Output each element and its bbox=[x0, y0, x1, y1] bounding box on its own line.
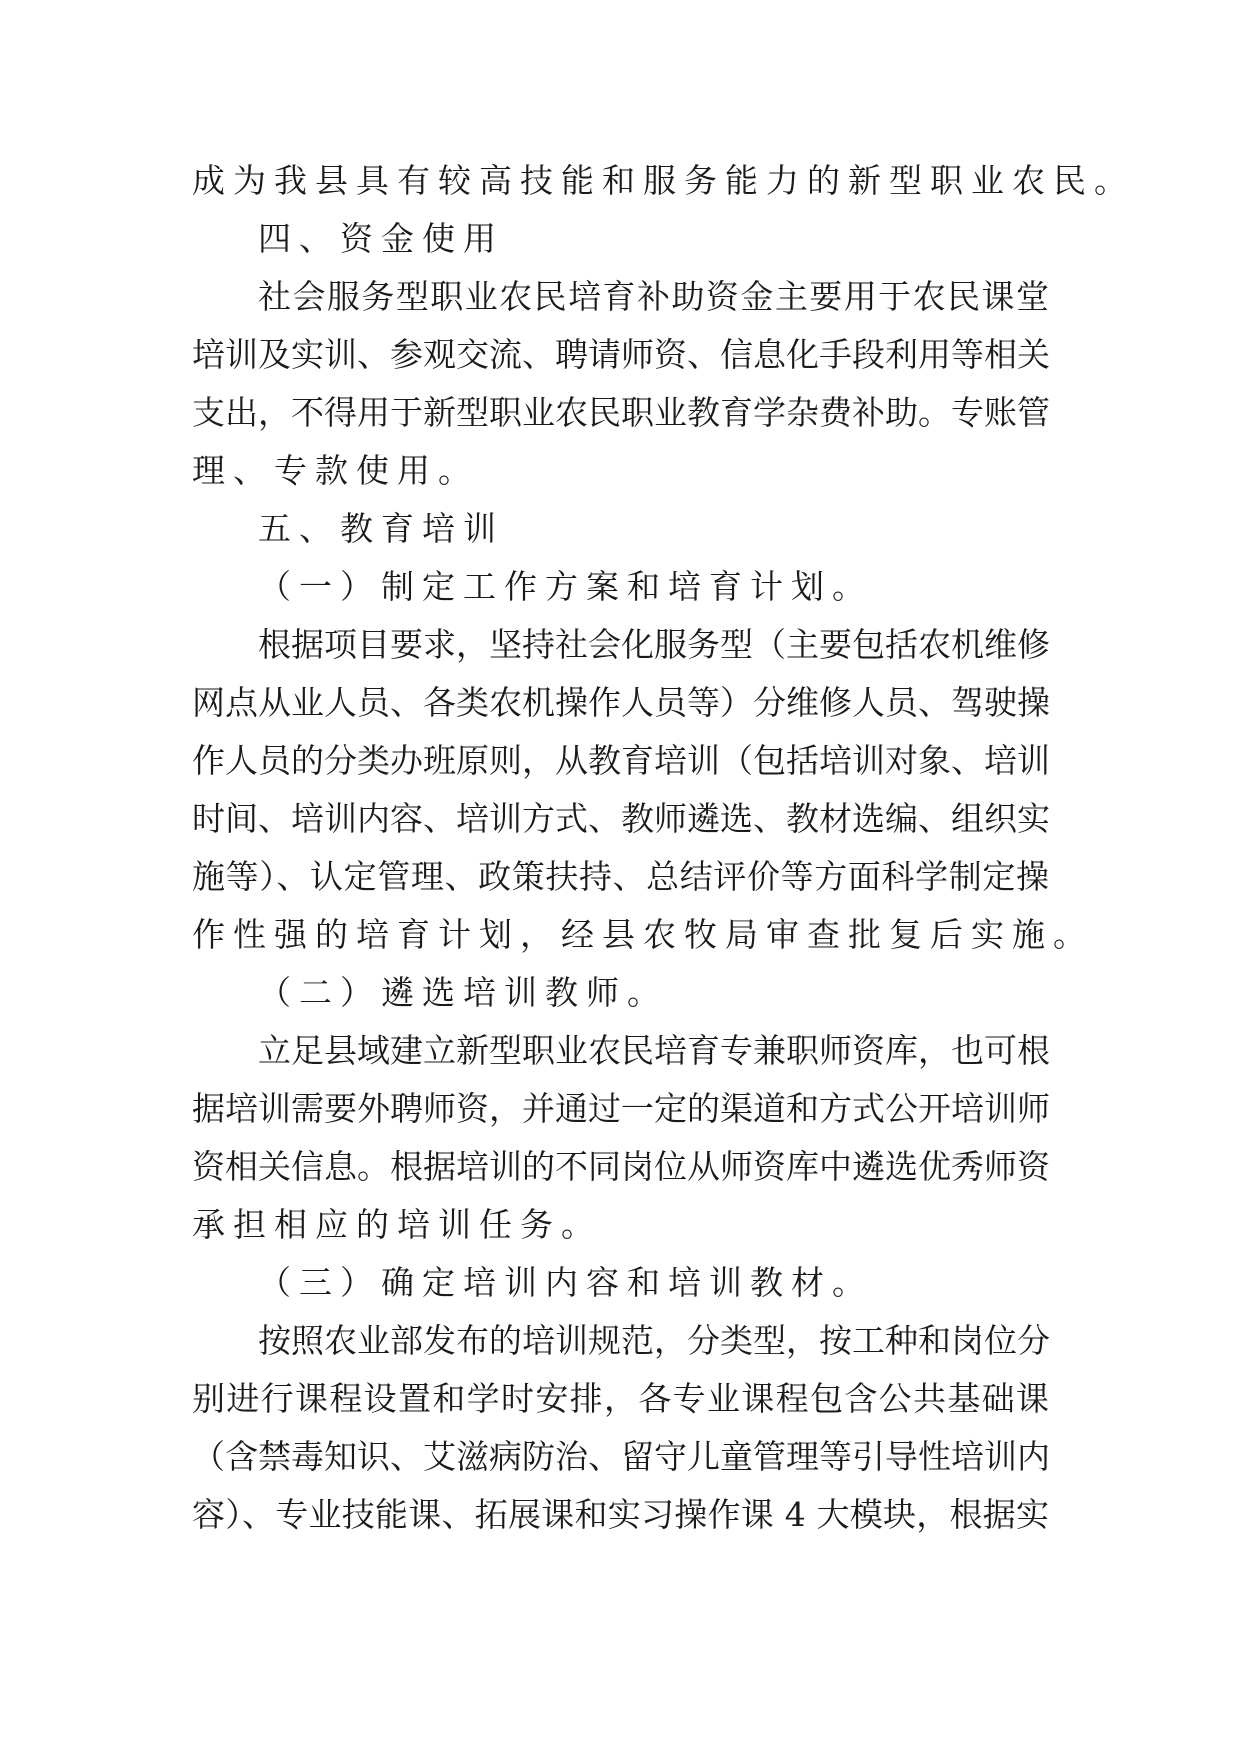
text-line: （含禁毒知识、艾滋病防治、留守儿童管理等引导性培训内 bbox=[192, 1437, 1050, 1476]
text-line: 施等）、认定管理、政策扶持、总结评价等方面科学制定操 bbox=[192, 857, 1049, 896]
text-line: （三）确定培训内容和培训教材。 bbox=[258, 1263, 873, 1302]
text-line: 别进行课程设置和学时安排，各专业课程包含公共基础课 bbox=[192, 1379, 1049, 1418]
text-line: 支出，不得用于新型职业农民职业教育学杂费补助。专账管 bbox=[192, 393, 1050, 432]
text-line: 社会服务型职业农民培育补助资金主要用于农民课堂 bbox=[258, 277, 1049, 316]
text-line: （一）制定工作方案和培育计划。 bbox=[258, 567, 873, 606]
text-line: 资相关信息。根据培训的不同岗位从师资库中遴选优秀师资 bbox=[192, 1147, 1050, 1186]
text-line: 四、资金使用 bbox=[258, 219, 504, 258]
text-line: 网点从业人员、各类农机操作人员等）分维修人员、驾驶操 bbox=[192, 683, 1050, 722]
text-line: 时间、培训内容、培训方式、教师遴选、教材选编、组织实 bbox=[192, 799, 1050, 838]
text-line: 根据项目要求，坚持社会化服务型（主要包括农机维修 bbox=[258, 625, 1050, 664]
text-line: 按照农业部发布的培训规范，分类型，按工种和岗位分 bbox=[258, 1321, 1050, 1360]
text-line: 理、专款使用。 bbox=[192, 451, 479, 490]
text-line: 立足县域建立新型职业农民培育专兼职师资库，也可根 bbox=[258, 1031, 1050, 1070]
text-line: 容）、专业技能课、拓展课和实习操作课 4 大模块，根据实 bbox=[192, 1495, 1049, 1534]
text-line: 据培训需要外聘师资，并通过一定的渠道和方式公开培训师 bbox=[192, 1089, 1050, 1128]
text-line: 培训及实训、参观交流、聘请师资、信息化手段利用等相关 bbox=[192, 335, 1050, 374]
document-body bbox=[192, 152, 1135, 1544]
text-line: （二）遴选培训教师。 bbox=[258, 973, 668, 1012]
text-line: 作性强的培育计划，经县农牧局审查批复后实施。 bbox=[192, 915, 1094, 954]
text-line: 作人员的分类办班原则，从教育培训（包括培训对象、培训 bbox=[192, 741, 1050, 780]
text-line: 承担相应的培训任务。 bbox=[192, 1205, 602, 1244]
text-line: 成为我县具有较高技能和服务能力的新型职业农民。 bbox=[192, 161, 1135, 200]
text-line: 五、教育培训 bbox=[258, 509, 504, 548]
